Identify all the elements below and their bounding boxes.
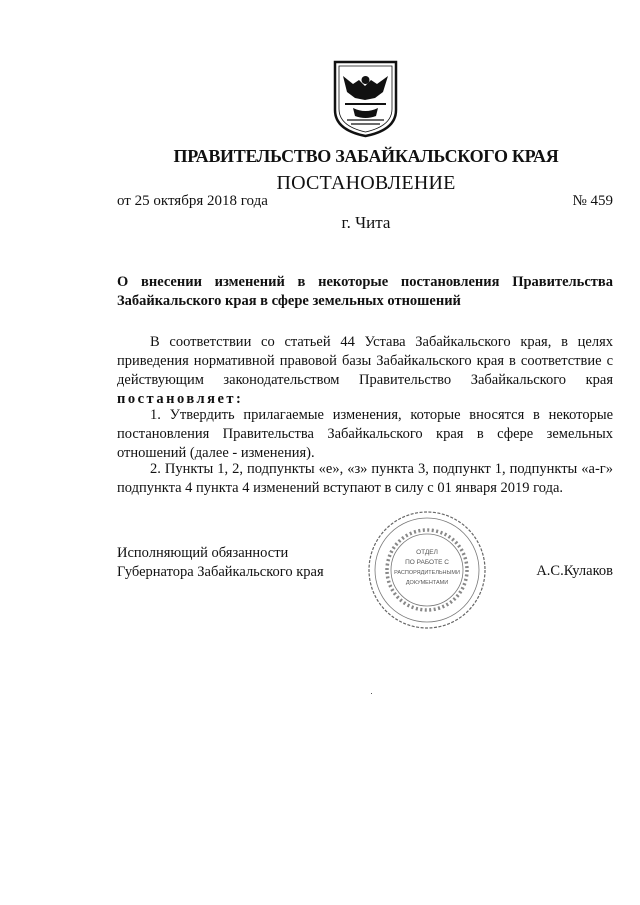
signatory-title	[117, 544, 324, 582]
document-date: от 25 октября 2018 года	[117, 193, 268, 209]
stamp-line-3: РАСПОРЯДИТЕЛЬНЫМИ	[394, 570, 460, 576]
government-title: ПРАВИТЕЛЬСТВО ЗАБАЙКАЛЬСКОГО КРАЯ	[173, 146, 559, 166]
stamp-line-1: ОТДЕЛ	[416, 549, 438, 556]
clause-1-paragraph: 1. Утвердить прилагаемые изменения, которые вносятся в некоторые постановления Правительства Забайкальского края в сфере земельных отношений (далее - изменения).	[117, 407, 613, 461]
document-city: г. Чита	[341, 213, 391, 232]
stamp-line-4: ДОКУМЕНТАМИ	[405, 580, 449, 586]
clause-2-paragraph: 2. Пункты 1, 2, подпункты «е», «з» пункта 3, подпункт 1, подпункты «а-г» подпункта 4 пункта 4 изменений вступают в силу с 01 января 2019 года.	[117, 461, 613, 496]
official-seal-stamp	[365, 508, 489, 632]
coat-of-arms-emblem	[331, 58, 400, 138]
document-number: № 459	[572, 193, 613, 209]
signatory-title-line2: Губернатора Забайкальского края	[117, 564, 324, 580]
signatory-title-line1: Исполняющий обязанности	[117, 545, 289, 561]
document-subject: О внесении изменений в некоторые постановления Правительства Забайкальского края в сфере земельных отношений	[117, 274, 613, 309]
stamp-line-2: ПО РАБОТЕ С	[405, 559, 449, 566]
signatory-name: А.С.Кулаков	[536, 563, 613, 579]
preamble-text: В соответствии со статьей 44 Устава Забайкальского края, в целях приведения нормативной правовой базы Забайкальского края в соответствие с действующим законодательством Правительство Забайкальского края	[117, 334, 613, 388]
document-type: ПОСТАНОВЛЕНИЕ	[276, 172, 456, 194]
decree-word: постановляет:	[117, 391, 244, 407]
scan-speck	[371, 693, 372, 694]
preamble-paragraph	[117, 333, 613, 409]
